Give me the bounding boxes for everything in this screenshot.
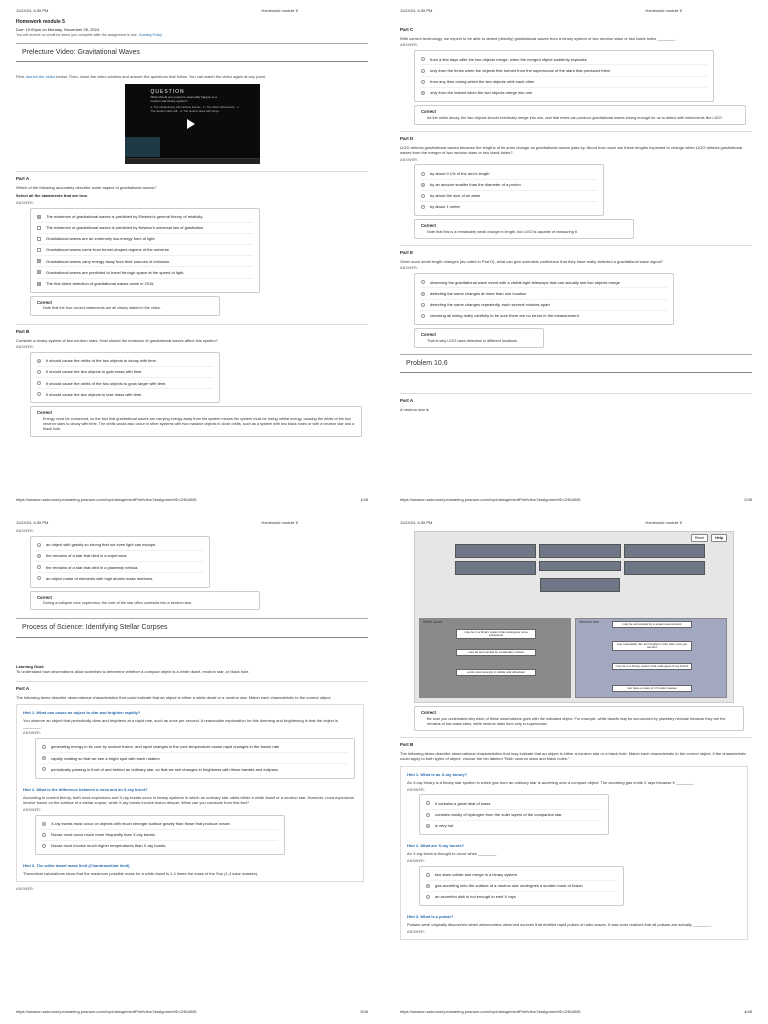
tile-slot[interactable]	[455, 561, 536, 575]
answer-label: ANSWER:	[23, 731, 42, 736]
header-title: Homework module 5	[261, 520, 298, 525]
credit-text: You will receive no credit for items you complete after the assignment is due.	[16, 33, 138, 38]
choice[interactable]	[37, 573, 203, 583]
video-controls[interactable]	[125, 158, 260, 164]
checkbox-checked[interactable]	[37, 215, 41, 219]
part-c-choices	[414, 50, 714, 102]
radio-selected[interactable]	[37, 554, 41, 558]
choice[interactable]	[426, 821, 602, 831]
ns-card[interactable]: may be surrounded by a supernova remnant	[612, 621, 692, 628]
choice-text: X-ray bursts must occur on objects with much stronger surface gravity than those that produce novae.	[51, 820, 231, 826]
page-header	[16, 520, 368, 527]
choice[interactable]	[37, 279, 253, 289]
section-title: Problem 10.6	[400, 354, 752, 373]
header-title: Homework module 5	[645, 520, 682, 525]
part-b-label: Part B	[16, 324, 368, 335]
section-title: Process of Science: Identifying Stellar Corpses	[16, 618, 368, 637]
intro-text	[16, 74, 368, 79]
choice-text: two stars collide and merge in a binary system	[435, 871, 518, 877]
tile-slot[interactable]	[539, 544, 620, 558]
choice[interactable]	[421, 300, 667, 311]
hint-2-text: According to current theory, both nova explosions and X-ray bursts occur in binary systems in which an ordinary star orbits either a white dwarf or a neutron star. However, nova explosions involve fusion on the surface of a stellar corpse, while X-ray bursts involve fusion deeper. What can you conclude from this fact?	[23, 794, 354, 806]
part-a-question: A neutron star is	[400, 407, 429, 413]
choice-text: Novae must involve much higher temperatures than X-ray bursts.	[51, 843, 167, 849]
ns-card[interactable]: may repeatedly dim and brighten more than once per second	[612, 641, 692, 651]
assignment-title: Homework module 5	[16, 19, 65, 25]
launch-video-link[interactable]: launch the video	[26, 74, 56, 80]
radio-selected[interactable]	[426, 824, 430, 828]
radio[interactable]	[37, 576, 41, 580]
hint-2-text: An X-ray burst is thought to occur when ________.	[407, 851, 498, 857]
choice-text: from a few days after the two objects merge, when the merged object suddenly explodes	[430, 56, 587, 62]
page-footer	[16, 1009, 368, 1014]
choice-text: gas accreting onto the surface of a neutron star undergoes a sudden burst of fusion	[435, 883, 583, 889]
choice[interactable]	[37, 551, 203, 562]
correct-feedback	[414, 706, 744, 731]
part-a-label: Part A	[400, 393, 752, 404]
part-b-choices	[30, 352, 220, 404]
choice-text: consists mostly of hydrogen from the outer layers of the companion star	[435, 811, 562, 817]
choice-text: rapidly rotating so that we see a bright spot with each rotation	[51, 755, 160, 761]
tile-slot[interactable]	[539, 561, 620, 571]
radio-selected[interactable]	[426, 884, 430, 888]
wd-card[interactable]: may be surrounded by a planetary nebula	[456, 649, 536, 656]
part-a-question: Which of the following accurately describe some aspect of gravitational waves?	[16, 184, 157, 190]
video-heading: QUESTION	[150, 88, 185, 95]
radio[interactable]	[421, 303, 425, 307]
radio-selected[interactable]	[37, 359, 41, 363]
page-number: 4/48	[744, 1008, 752, 1014]
choice[interactable]	[37, 389, 213, 399]
radio[interactable]	[426, 873, 430, 877]
choice-text: observing the gravitational wave event with a visible-light telescope that can actually see two objects merge	[430, 279, 620, 285]
radio[interactable]	[421, 194, 425, 198]
choice-text: It should cause the two objects to gain mass with time.	[46, 369, 143, 375]
part-a-label: Part A	[16, 681, 368, 692]
checkbox-checked[interactable]	[37, 259, 41, 263]
header-datetime: 11/24/24, 6:35 PM	[16, 520, 49, 525]
hint-1-choices	[419, 794, 609, 835]
footer-url: https://session.astronomy.mastering.pearson.com/myct/assignmentPrintView?assignmentID=2464045	[16, 1008, 197, 1014]
credit-notice	[16, 33, 368, 38]
choice[interactable]	[426, 798, 602, 809]
choice-text: by an amount smaller than the diameter of a proton	[430, 182, 521, 188]
page-footer	[16, 497, 368, 502]
radio-selected[interactable]	[421, 183, 425, 187]
page-header	[400, 8, 752, 15]
part-a-label: Part A	[16, 171, 368, 182]
radio[interactable]	[426, 801, 430, 805]
play-icon[interactable]	[187, 119, 195, 129]
choice[interactable]	[421, 202, 597, 212]
choice-text: Gravitational waves are an extremely low-energy form of light.	[46, 236, 156, 242]
correct-feedback	[414, 105, 746, 125]
page-number: 2/48	[744, 496, 752, 502]
choice[interactable]	[37, 356, 213, 367]
choice-text: detecting the same changes at more than one location	[430, 290, 527, 296]
hint-3-text: Pulsars were originally discovered when astronomers observed sources that emitted rapid pulses of radio waves. It was soon realized that all pulsars are actually ________.	[407, 922, 712, 928]
hint-2-title[interactable]: Hint 2. What is the difference between a nova and an X-ray burst?	[23, 786, 148, 792]
page-3	[0, 512, 384, 1024]
page-header	[400, 520, 752, 527]
page-footer	[400, 1009, 752, 1014]
hints-panel	[400, 766, 748, 940]
learning-goal: To understand how observations allow scientists to determine whether a compact object is a white dwarf, neutron star, or black hole.	[16, 669, 250, 675]
choice[interactable]	[421, 54, 707, 65]
choice[interactable]	[37, 256, 253, 267]
radio[interactable]	[42, 767, 46, 771]
checkbox-checked[interactable]	[37, 282, 41, 286]
correct-title: Correct	[37, 410, 52, 416]
choice[interactable]	[37, 234, 253, 245]
grading-policy-link[interactable]: Grading Policy	[138, 33, 163, 38]
neutron-star-choices	[30, 536, 210, 588]
reset-button[interactable]: Reset	[691, 534, 708, 542]
correct-feedback	[30, 591, 260, 611]
wd-card[interactable]: may be in a binary system that undergoes nova explosions	[456, 629, 536, 639]
page-2	[384, 0, 768, 512]
hint-2-title[interactable]: Hint 2. What are X-ray bursts?	[407, 842, 465, 848]
page-header	[16, 8, 368, 15]
radio[interactable]	[426, 813, 430, 817]
choice-text: Gravitational waves come from funnel-shaped regions of the universe.	[46, 247, 171, 253]
answer-label: ANSWER:	[400, 43, 419, 48]
choice[interactable]	[421, 311, 667, 321]
choice[interactable]	[37, 378, 213, 389]
hint-1-title[interactable]: Hint 1. What is an X-ray binary?	[407, 771, 468, 777]
hint-2-choices	[419, 866, 624, 907]
tile-slot[interactable]	[455, 544, 536, 558]
part-d-choices	[414, 164, 604, 216]
part-a-instruction: Select all the statements that are true.	[16, 193, 89, 199]
choice[interactable]	[426, 870, 617, 881]
page-4	[384, 512, 768, 1024]
choice[interactable]	[421, 65, 707, 76]
choice-text: generating energy in its core by nuclear fusion, and rapid changes in the core temperature cause rapid changes in the fusion rate	[51, 744, 280, 750]
correct-title: Correct	[421, 710, 436, 715]
choice[interactable]	[426, 810, 602, 821]
empty-tile-slots	[455, 544, 705, 595]
correct-text: That is why LIGO uses detectors in different locations.	[427, 338, 518, 343]
drag-drop-activity	[414, 531, 734, 703]
choice-text: It should cause the orbits of the two objects to decay with time.	[46, 358, 157, 364]
choice-text: The existence of gravitational waves is predicted by Newton's universal law of gravitation.	[46, 225, 205, 231]
choice[interactable]	[421, 180, 597, 191]
choice[interactable]	[421, 88, 707, 98]
choice[interactable]	[421, 288, 667, 299]
choice-text: only from the instant when the two objects merge into one	[430, 90, 533, 96]
choice[interactable]	[42, 819, 278, 830]
radio[interactable]	[421, 280, 425, 284]
radio[interactable]	[37, 392, 41, 396]
page-number: 1/48	[360, 496, 368, 502]
correct-text: Energy must be conserved, so the fact that gravitational waves are carrying energy away from the system means the system must be losing orbital energy, causing the orbits of the two neutron stars to decay with time. The orbits would also occur in other systems with two massive objects in close orbits, such as a system with two black holes or with a neutron star and a black hole.	[43, 417, 355, 432]
radio[interactable]	[42, 833, 46, 837]
choice-text: Gravitational waves are predicted to travel through space at the speed of light.	[46, 269, 185, 275]
hint-1-title[interactable]: Hint 1. What can cause an object to dim and brighten rapidly?	[23, 710, 141, 715]
video-thumbnail	[125, 137, 160, 157]
part-b-question: The following items describe observational characteristics that may indicate that an object is either a neutron star or a black hole. Match each characteristic to the correct object; if the characteristic could apply to both types of object, choose the bin labeled "Both neutron stars and black holes."	[400, 750, 746, 762]
radio-selected[interactable]	[421, 292, 425, 296]
radio[interactable]	[421, 57, 425, 61]
part-a-choices	[30, 208, 260, 293]
choice[interactable]	[421, 191, 597, 202]
radio[interactable]	[42, 745, 46, 749]
answer-label: ANSWER:	[16, 344, 35, 349]
choice[interactable]	[37, 212, 253, 223]
radio[interactable]	[421, 80, 425, 84]
hint-2-choices	[35, 815, 285, 856]
due-date: Due: 10:00pm on Monday, November 25, 2024	[16, 26, 100, 32]
choice[interactable]	[42, 742, 348, 753]
radio[interactable]	[421, 172, 425, 176]
choice-text: checking all wiring really carefully to be sure there are no errors in the measurement	[430, 313, 579, 319]
choice[interactable]	[42, 841, 278, 851]
part-c-label: Part C	[400, 27, 414, 32]
choice-text: It should cause the orbits of the two objects to grow larger with time.	[46, 380, 167, 386]
choice[interactable]	[37, 562, 203, 573]
wd-card[interactable]: emits most strongly in visible and ultraviolet	[456, 669, 536, 676]
part-d-question: LIGO detects gravitational waves because the lengths of its arms change as gravitational waves pass by. About how much are these lengths expected to change when LIGO detects gravitational waves from the merger of two neutron stars or two black holes?	[400, 144, 743, 156]
correct-text: Note that this is a remarkably small change in length, but LIGO is capable of measuring it.	[427, 229, 578, 234]
part-a-question: The following items describe observational characteristics that could indicate that an object is either a white dwarf or a neutron star. Match each characteristic to the correct object.	[16, 694, 332, 700]
choice-text: The first direct detection of gravitational waves came in 2015.	[46, 280, 155, 286]
choice-text: detecting the same changes repeatedly, each several minutes apart	[430, 301, 550, 307]
choice-text: Gravitational waves carry energy away from their sources of emission.	[46, 258, 171, 264]
answer-label: ANSWER:	[16, 200, 35, 205]
hint-1-text: An X-ray binary is a binary star system in which gas from an ordinary star is accreting onto a compact object. The accreting gas emits X rays because it ________.	[407, 780, 695, 786]
activity-buttons	[691, 534, 727, 542]
hint-3-title[interactable]: Hint 3. What is a pulsar?	[407, 914, 454, 920]
tile-slot[interactable]	[540, 578, 620, 592]
part-e-question: Given such small length changes (as noted in Part D), what can give scientists confidence that they have really detected a gravitational wave signal?	[400, 259, 663, 265]
neutron-star-bin-label: Neutron star	[579, 620, 599, 624]
page-footer	[400, 497, 752, 502]
choice[interactable]	[37, 367, 213, 378]
choice[interactable]	[37, 267, 253, 278]
correct-text: Note that the four correct statements are all clearly stated in the video.	[43, 306, 161, 311]
radio[interactable]	[37, 370, 41, 374]
correct-feedback	[30, 296, 220, 316]
radio[interactable]	[421, 314, 425, 318]
ns-card[interactable]: can have a mass of 1.5 solar masses	[612, 685, 692, 692]
header-datetime: 11/24/24, 6:35 PM	[16, 8, 49, 13]
video-options: a. The orbital decay will continue forever... b. The orbits will become... c. The neutron stars will... d. The neutron stars will merge...	[150, 104, 240, 113]
choice[interactable]	[37, 540, 203, 551]
answer-label: ANSWER:	[400, 157, 419, 162]
header-datetime: 11/24/24, 6:35 PM	[400, 8, 433, 13]
answer-label: ANSWER:	[400, 266, 419, 271]
radio[interactable]	[426, 895, 430, 899]
choice-text: from any time during which the two objects orbit each other	[430, 79, 535, 85]
correct-title: Correct	[421, 108, 436, 114]
radio[interactable]	[37, 543, 41, 547]
white-dwarf-bin[interactable]	[419, 618, 571, 698]
checkbox[interactable]	[37, 248, 41, 252]
hint-3-text: Theoretical calculations show that the maximum possible mass for a white dwarf is 1.4 times the mass of the Sun (1.4 solar masses).	[23, 871, 259, 877]
choice-text: by about 1 meter	[430, 204, 461, 210]
radio[interactable]	[421, 205, 425, 209]
intro-pre: First,	[16, 74, 25, 80]
radio-selected[interactable]	[42, 822, 46, 826]
choice-text: is very hot	[435, 823, 454, 829]
answer-label: ANSWER:	[23, 807, 42, 812]
page-1	[0, 0, 384, 512]
footer-url: https://session.astronomy.mastering.pearson.com/myct/assignmentPrintView?assignmentID=2464045	[400, 1008, 581, 1014]
choice[interactable]	[421, 77, 707, 88]
part-b-label: Part B	[400, 737, 752, 748]
header-datetime: 11/24/24, 6:35 PM	[400, 520, 433, 525]
correct-title: Correct	[421, 331, 436, 337]
intro-post: below. Then, close the video window and answer the questions that follow. You can watch the video again at any point.	[56, 74, 266, 80]
choice[interactable]	[426, 892, 617, 902]
page-number: 3/48	[360, 1008, 368, 1014]
radio[interactable]	[421, 69, 425, 73]
footer-url: https://session.astronomy.mastering.pearson.com/myct/assignmentPrintView?assignmentID=2464045	[400, 496, 581, 502]
part-c-question: With current technology, we expect to be able to detect (directly) gravitational waves from a binary system of two neutron stars or two black holes ________.	[400, 36, 677, 42]
radio[interactable]	[37, 381, 41, 385]
choice-text: it contains a great deal of mass	[435, 800, 491, 806]
choice[interactable]	[42, 753, 348, 764]
tile-slot[interactable]	[624, 561, 705, 575]
footer-url: https://session.astronomy.mastering.pearson.com/myct/assignmentPrintView?assignmentID=2464045	[16, 496, 197, 502]
radio[interactable]	[37, 565, 41, 569]
radio[interactable]	[42, 844, 46, 848]
choice-text: periodically passing in front of and behind an ordinary star, so that we see changes in brightness with these transits and eclipses	[51, 766, 278, 772]
answer-label: ANSWER:	[16, 529, 35, 533]
choice[interactable]	[37, 223, 253, 234]
correct-text: Be sure you understand why each of these observations goes with the indicated object. For example, white dwarfs may be surrounded by planetary nebulae because they are the remains of low-mass stars, while neutron stars form only in supernovae.	[427, 716, 726, 726]
correct-feedback	[414, 328, 544, 348]
part-b-question: Consider a binary system of two neutron stars. How should the emission of gravitational waves affect this system?	[16, 337, 218, 343]
choice[interactable]	[42, 830, 278, 841]
choice-text: Novae must occur much more frequently than X-ray bursts.	[51, 832, 156, 838]
video-question: What should you expect to eventually happen to a neutron star binary system?	[150, 94, 217, 103]
correct-text: As the orbits decay, the two objects should eventually merge into one, and that event can produce gravitational waves strong enough for us to detect with instruments like LIGO.	[427, 115, 723, 120]
header-title: Homework module 5	[645, 8, 682, 13]
checkbox-checked[interactable]	[37, 270, 41, 274]
choice-text: It should cause the two objects to lose mass with time.	[46, 391, 143, 397]
correct-title: Correct	[37, 594, 52, 600]
ns-card[interactable]: may be in a binary system that undergoes X-ray bursts	[612, 663, 692, 670]
choice-text: an accretion disk is hot enough to emit X rays	[435, 894, 516, 900]
tile-slot[interactable]	[624, 544, 705, 558]
correct-title: Correct	[37, 299, 52, 305]
neutron-star-bin[interactable]	[575, 618, 727, 698]
hint-1-text: You observe an object that periodically dims and brightens at a rapid rate, such as once per second. A reasonable explanation for this dimming and brightening is that the object is ________.	[23, 718, 338, 729]
choice-text: an object with gravity so strong that not even light can escape.	[46, 542, 157, 548]
correct-feedback	[30, 406, 362, 436]
checkbox[interactable]	[37, 226, 41, 230]
checkbox[interactable]	[37, 237, 41, 241]
part-e-label: Part E	[400, 245, 752, 256]
choice[interactable]	[42, 764, 348, 774]
part-e-choices	[414, 273, 674, 325]
answer-label: ANSWER:	[407, 858, 426, 863]
section-title: Prelecture Video: Gravitational Waves	[16, 43, 368, 62]
answer-label: ANSWER:	[16, 886, 35, 891]
hint-1-choices	[35, 738, 355, 779]
answer-label: ANSWER:	[407, 929, 426, 934]
hint-3-title[interactable]: Hint 3. The white dwarf mass limit (Chandrasekhar limit)	[23, 863, 130, 869]
correct-feedback	[414, 219, 634, 239]
choice-text: an object made of elements with high atomic mass numbers.	[46, 575, 154, 581]
choice-text: the remains of a star that died in a planetary nebula.	[46, 564, 139, 570]
choice[interactable]	[421, 168, 597, 179]
white-dwarf-bin-label: White dwarf	[423, 620, 442, 624]
radio-selected[interactable]	[421, 91, 425, 95]
choice-text: by about 0.1% of the arm's length	[430, 170, 490, 176]
choice-text: only from the times when the objects first formed from the supernovae of the stars that produced them	[430, 67, 611, 73]
answer-label: ANSWER:	[407, 787, 426, 792]
header-title: Homework module 5	[261, 8, 298, 13]
choice-text: by about the size of an atom	[430, 193, 481, 199]
correct-title: Correct	[421, 223, 436, 229]
choice-text: The existence of gravitational waves is predicted by Einstein's general theory of relativity.	[46, 213, 204, 219]
help-button[interactable]: Help	[711, 534, 727, 542]
correct-text: During a collapse core supernova, the core of the star often contracts into a neutron star.	[43, 601, 192, 606]
choice[interactable]	[421, 277, 667, 288]
learning-goal-label: Learning Goal:	[16, 663, 45, 669]
choice[interactable]	[37, 245, 253, 256]
choice[interactable]	[426, 881, 617, 892]
radio-selected[interactable]	[42, 756, 46, 760]
choice-text: the remains of a star that died in a supernova.	[46, 553, 128, 559]
hints-panel	[16, 704, 364, 882]
video-player[interactable]	[125, 84, 260, 164]
part-d-label: Part D	[400, 131, 752, 142]
